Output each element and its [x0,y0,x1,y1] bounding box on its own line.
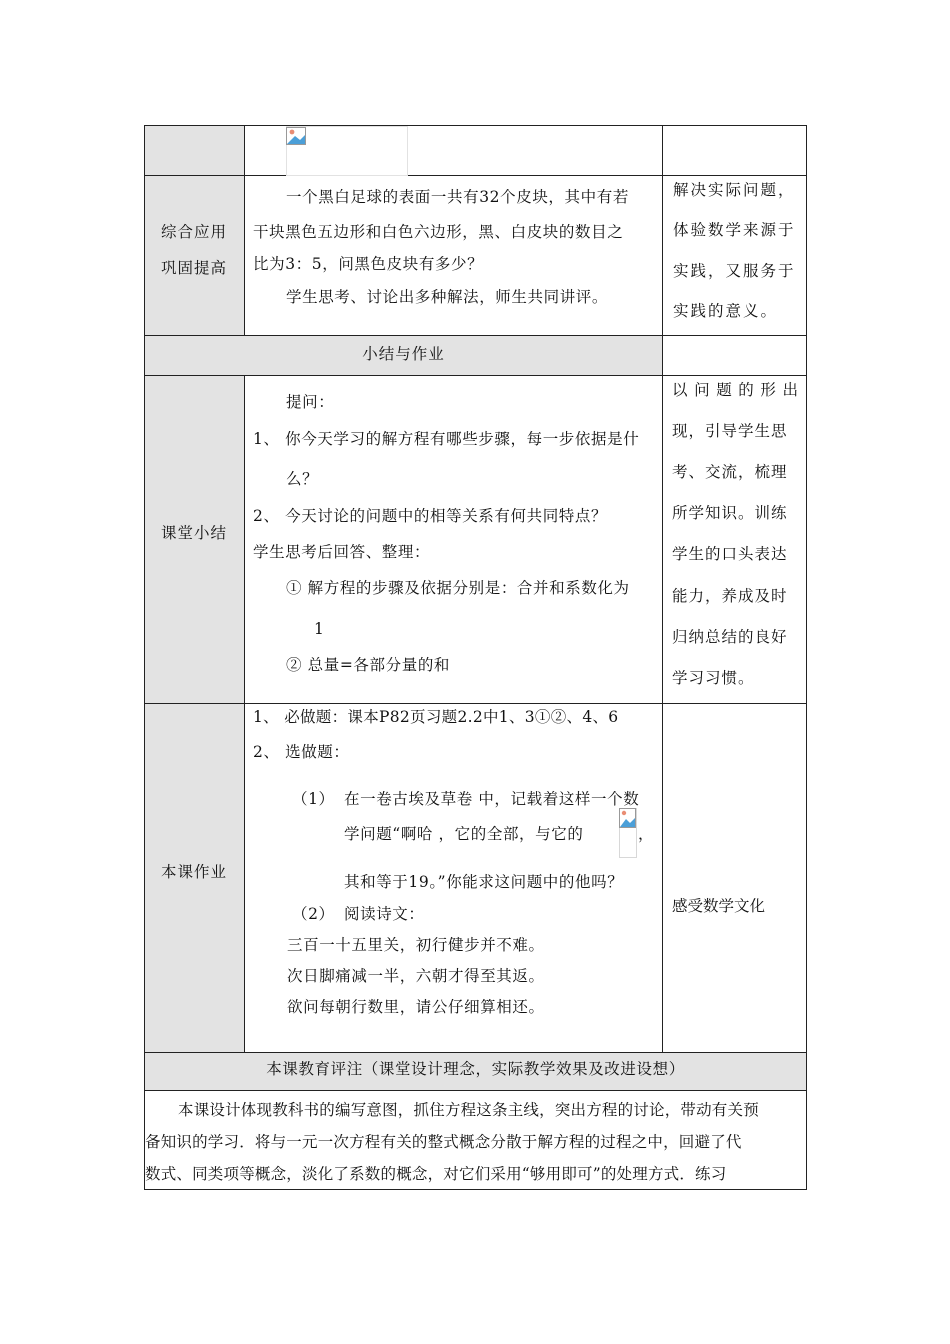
row-divider [144,1052,807,1053]
label-column-shade-bottom [144,375,244,1052]
table-border-left [144,125,145,1190]
poem-line-1: 三百一十五里关，初行健步并不难。 [287,936,545,954]
table-border-bottom [144,1189,807,1190]
note-summary-7: 归纳总结的良好 [672,628,788,646]
reflection-line-3: 数式、同类项等概念，淡化了系数的概念，对它们采用“够用即可”的处理方式．练习 [145,1165,727,1183]
table-border-right [806,125,807,1190]
ask-label: 提问： [286,393,335,411]
answer-intro: 学生思考后回答、整理： [253,543,431,561]
section-title-summary-homework: 小结与作业 [362,345,445,363]
problem-2-number: （2） [292,905,335,923]
discussion-text: 学生思考、讨论出多种解法，师生共同讲评。 [286,288,609,306]
column-divider [244,125,245,335]
problem-1-line-2-tail: ， [638,825,655,843]
column-divider [244,375,245,1052]
row-divider [144,1090,807,1091]
row-label-application-1: 综合应用 [160,223,227,241]
note-application-2: 体验数学来源于 [673,221,796,239]
column-divider [662,125,663,1052]
note-char: 题 [716,381,732,399]
note-summary-8: 学习习惯。 [672,669,755,687]
problem-1-line-1: 在一卷古埃及草卷 中，记载着这样一个数 [344,790,640,808]
note-summary-2: 现，引导学生思 [672,422,788,440]
row-label-homework: 本课作业 [160,863,227,881]
note-summary-5: 学生的口头表达 [672,545,788,563]
question-1-line-1: 1、 你今天学习的解方程有哪些步骤，每一步依据是什 [253,430,640,448]
row-label-summary: 课堂小结 [160,524,227,542]
problem-2-title: 阅读诗文： [344,905,425,923]
problem-1-line-3: 其和等于19。”你能求这问题中的他吗？ [344,873,624,891]
problem-line-2: 干块黑色五边形和白色六边形，黑、白皮块的数目之 [253,223,624,241]
broken-image-icon [619,808,636,828]
problem-line-1: 一个黑白足球的表面一共有32个皮块，其中有若 [286,188,629,206]
note-application-4: 实践的意义。 [673,302,779,320]
note-application-3: 实践，又服务于 [673,262,796,280]
section-title-reflection: 本课教育评注（课堂设计理念，实际教学效果及改进设想） [266,1060,685,1078]
answer-2: ② 总量=各部分量的和 [286,656,451,674]
row-divider [144,335,807,336]
row-label-application-2: 巩固提高 [160,259,227,277]
note-homework: 感受数学文化 [672,897,766,915]
problem-1-number: （1） [292,790,335,808]
question-2: 2、 今天讨论的问题中的相等关系有何共同特点？ [253,507,608,525]
problem-1-line-2: 学问题“啊哈 ，它的全部，与它的 [344,825,584,843]
note-char: 形 [760,381,776,399]
note-summary-4: 所学知识。训练 [672,504,788,522]
broken-image-icon [286,127,306,145]
note-char: 问 [694,381,710,399]
note-summary-3: 考、交流，梳理 [672,463,788,481]
poem-line-2: 次日脚痛减一半，六朝才得至其返。 [287,967,545,985]
note-char: 出 [782,381,798,399]
note-summary-6: 能力，养成及时 [672,587,788,605]
answer-1-line-2: 1 [314,620,325,638]
optional-homework-label: 2、 选做题： [253,743,350,761]
answer-1-line-1: ① 解方程的步骤及依据分别是：合并和系数化为 [286,579,630,597]
note-application-1: 解决实际问题， [673,181,796,199]
reflection-line-1: 本课设计体现教科书的编写意图，抓住方程这条主线，突出方程的讨论，带动有关预 [178,1101,759,1119]
note-summary-1 [672,380,798,400]
poem-line-3: 欲问每朝行数里，请公仔细算相还。 [287,998,545,1016]
question-1-line-2: 么？ [286,470,319,488]
reflection-line-2: 备知识的学习．将与一元一次方程有关的整式概念分散于解方程的过程之中，回避了代 [145,1133,742,1151]
note-char: 的 [738,381,754,399]
required-homework: 1、 必做题：课本P82页习题2.2中1、3①②、4、6 [253,708,619,726]
problem-line-3: 比为3：5，问黑色皮块有多少？ [253,255,484,273]
note-char: 以 [672,381,688,399]
